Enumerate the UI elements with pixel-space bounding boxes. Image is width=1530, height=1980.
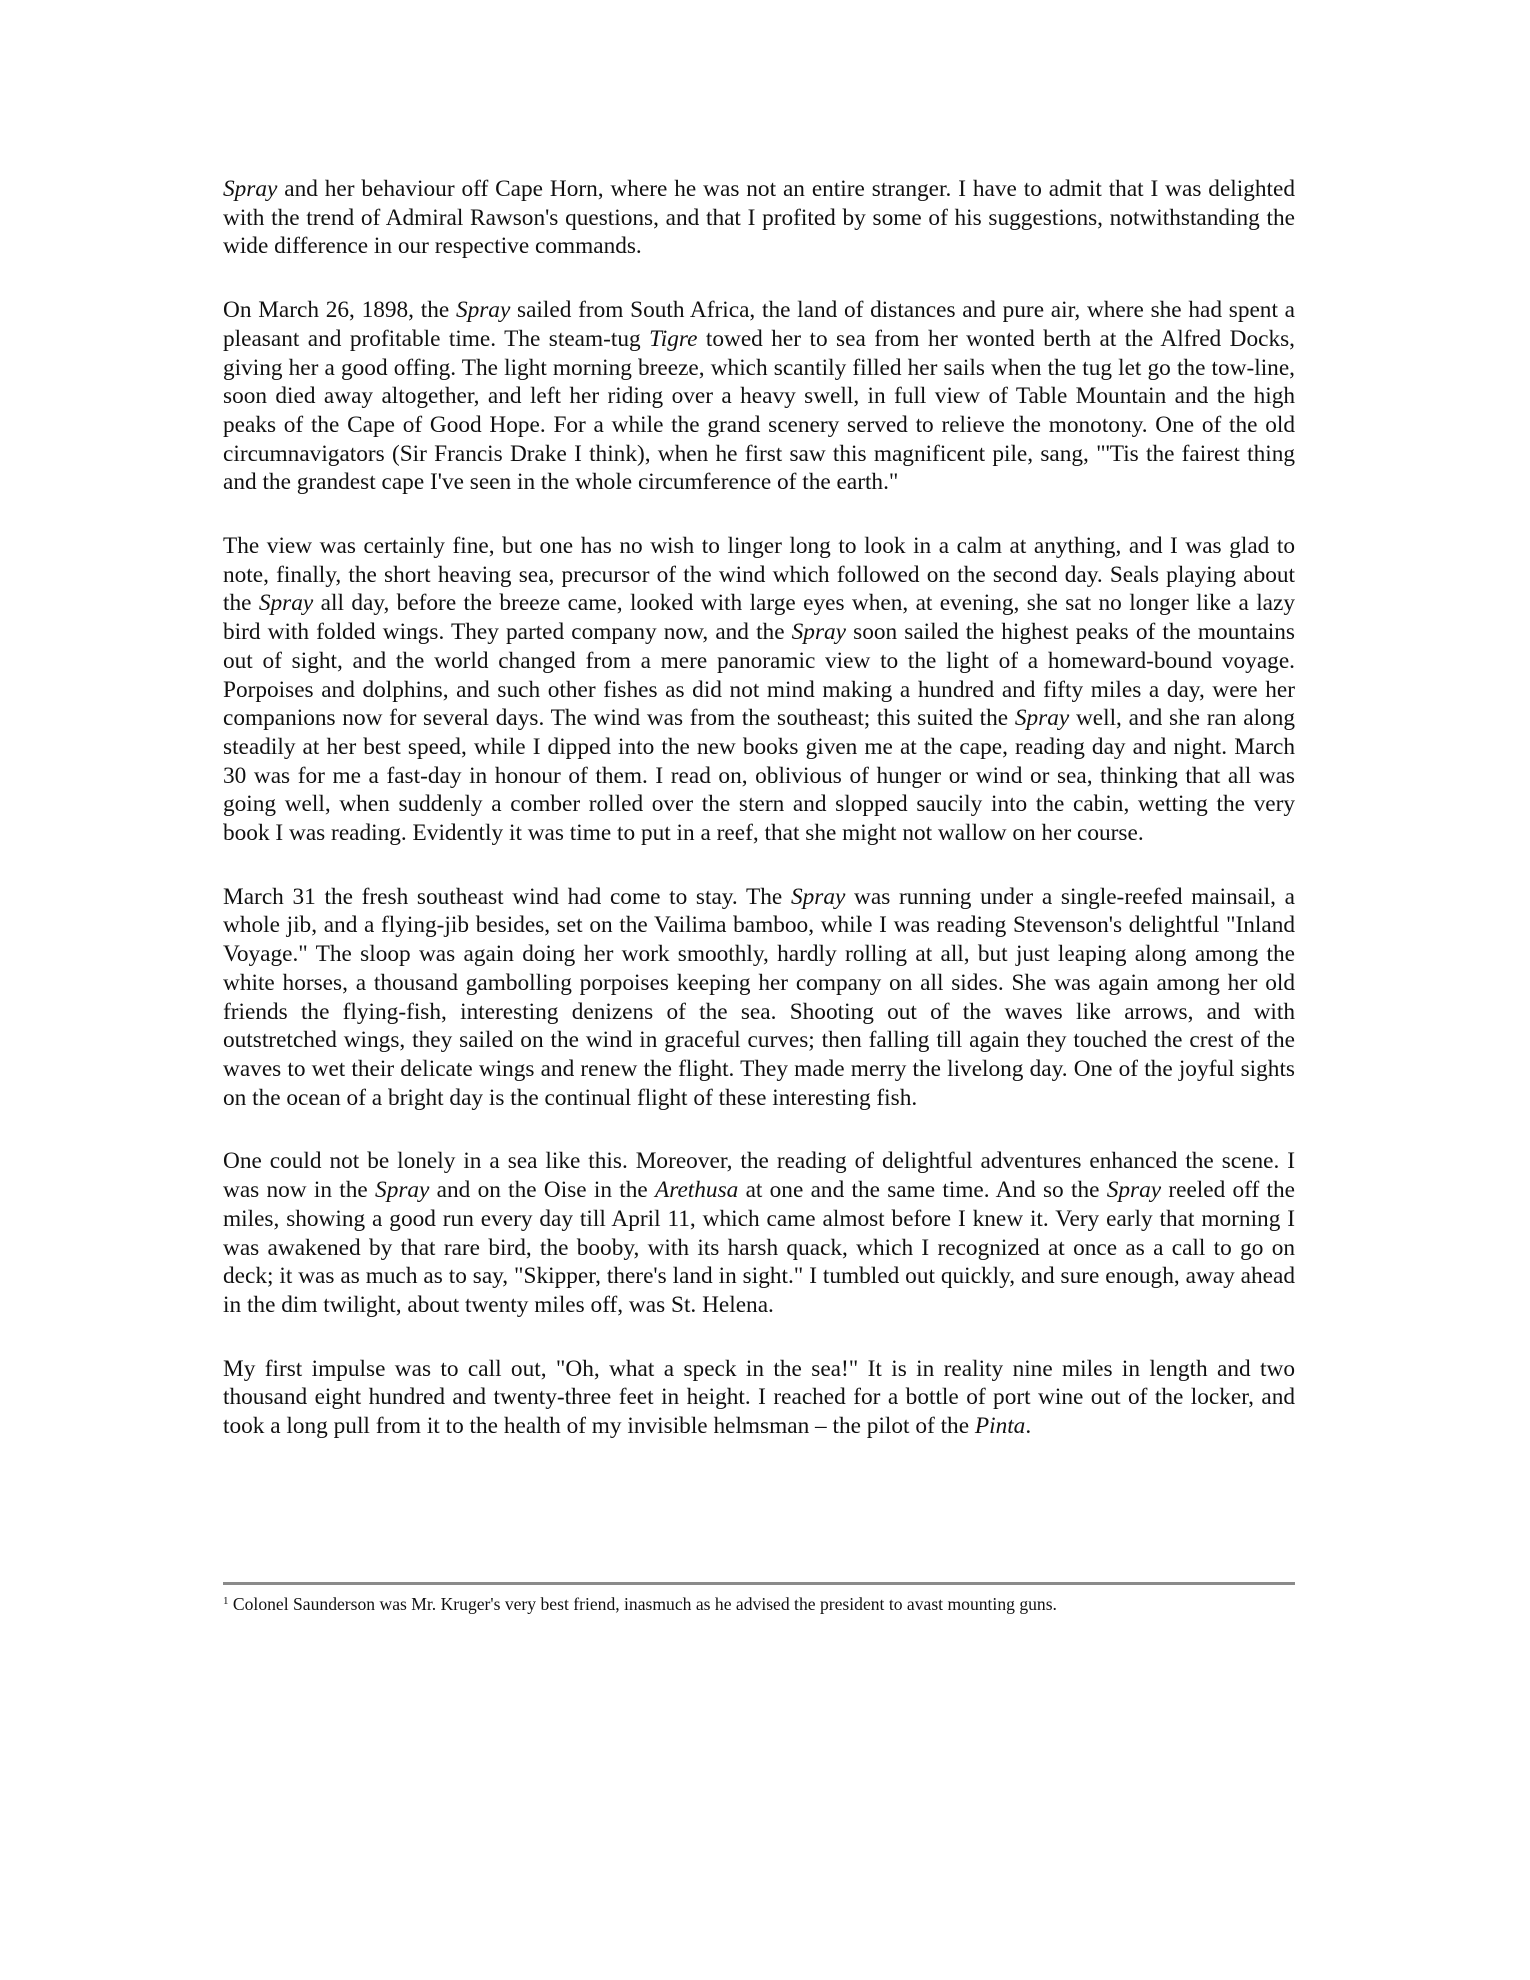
text-segment: Pinta (974, 1413, 1026, 1440)
footnote-marker: 1 (223, 1595, 229, 1607)
text-segment: My first impulse was to call out, "Oh, what a speck in the sea!" It is in reality nine miles in length and two thousand eight hundred and twenty-three feet in height. I reached for a bottle of port wine out of the locker, and took a long pull from it to the health of my invisible helmsman – the pilot of the (223, 1355, 1295, 1440)
text-segment: was running under a single-reefed mainsail, a whole jib, and a flying-jib besides, set on the Vailima bamboo, while I was reading Stevenson's delightful "Inland Voyage." The sloop was again doing her work smoothly, hardly rolling at all, but just leaping along among the white horses, a thousand gambolling porpoises keeping her company on all sides. She was again among her old friends the flying-fish, interesting denizens of the sea. Shooting out of the waves like arrows, and with outstretched wings, they sailed on the wind in graceful curves; then falling till again they touched the crest of the waves to wet their delicate wings and renew the flight. They made merry the livelong day. One of the joyful sights on the ocean of a bright day is the continual flight of these interesting fish. (223, 883, 1295, 1111)
paragraph-1 (223, 175, 1295, 261)
paragraph-6 (223, 1355, 1295, 1441)
paragraph-5 (223, 1147, 1295, 1319)
body-text (223, 175, 1295, 1476)
text-segment: Spray (1106, 1177, 1162, 1204)
text-segment: reeled off the miles, showing a good run every day till April 11, which came almost before I knew it. Very early that morning I was awakened by that rare bird, the booby, with its harsh quack, which I recognized at once as a call to go on deck; it was as much as to say, "Skipper, there's land in sight." I tumbled out quickly, and sure enough, away ahead in the dim twilight, about twenty miles off, was St. Helena. (223, 1177, 1296, 1318)
text-segment: sailed from South Africa, the land of distances and pure air, where she had spent a pleasant and profitable time. The steam-tug (223, 297, 1295, 352)
text-segment: all day, before the breeze came, looked with large eyes when, at evening, she sat no longer like a lazy bird with folded wings. They parted company now, and the (223, 590, 1295, 646)
text-segment: Arethusa (655, 1177, 739, 1204)
text-segment: well, and she ran along steadily at her best speed, while I dipped into the new books given me at the cape, reading day and night. March 30 was for me a fast-day in honour of them. I read on, oblivious of hunger or wind or sea, thinking that all was going well, when suddenly a comber rolled over the stern and slopped saucily into the cabin, wetting the very book I was reading. Evidently it was time to put in a reef, that she might not wallow on her course. (223, 705, 1295, 847)
paragraph-2 (223, 296, 1295, 497)
text-segment: towed her to sea from her wonted berth at the Alfred Docks, giving her a good offing. The light morning breeze, which scantily filled her sails when the tug let go the tow-line, soon died away altogether, and left her riding over a heavy swell, in full view of Table Mountain and the high peaks of the Cape of Good Hope. For a while the grand scenery served to relieve the monotony. One of the old circumnavigators (Sir Francis Drake I think), when he first saw this magnificent pile, sang, "'Tis the fairest thing and the grandest cape I've seen in the whole circumference of the earth." (223, 325, 1295, 496)
footnote (223, 1593, 1295, 1615)
text-segment: Spray (258, 590, 314, 617)
text-segment: and on the Oise in the (429, 1177, 656, 1204)
text-segment: One could not be lonely in a sea like this. Moreover, the reading of delightful adventures enhanced the scene. I was now in the (223, 1148, 1295, 1204)
text-segment: and her behaviour off Cape Horn, where he was not an entire stranger. I have to admit that I was delighted with the trend of Admiral Rawson's questions, and that I profited by some of his suggestions, notwithstanding the wide difference in our respective commands. (223, 176, 1295, 260)
paragraph-4 (223, 883, 1295, 1113)
text-segment: soon sailed the highest peaks of the mountains out of sight, and the world changed from a mere panoramic view to the light of a homeward-bound voyage. Porpoises and dolphins, and such other fishes as did not mind making a hundred and fifty miles a day, were her companions now for several days. The wind was from the southeast; this suited the (223, 619, 1295, 732)
text-segment: Spray (790, 883, 846, 910)
text-segment: Tigre (649, 325, 698, 352)
text-segment: Spray (223, 176, 278, 202)
text-segment: Spray (375, 1177, 430, 1204)
text-segment: March 31 the fresh southeast wind had come to stay. The (223, 883, 791, 910)
footnote-text: Colonel Saunderson was Mr. Kruger's very best friend, inasmuch as he advised the president to avast mounting guns. (228, 1594, 1057, 1614)
text-segment: Spray (455, 297, 511, 324)
text-segment: at one and the same time. And so the (738, 1177, 1107, 1204)
text-segment: On March 26, 1898, the (223, 297, 456, 324)
text-segment: Spray (1014, 705, 1070, 732)
footnote-divider (223, 1582, 1295, 1585)
text-segment: The view was certainly fine, but one has no wish to linger long to look in a calm at anything, and I was glad to note, finally, the short heaving sea, precursor of the wind which followed on the second day. Seals playing about the (223, 533, 1295, 617)
paragraph-3 (223, 532, 1295, 848)
text-segment: Spray (791, 619, 847, 646)
text-segment: . (1025, 1413, 1032, 1440)
